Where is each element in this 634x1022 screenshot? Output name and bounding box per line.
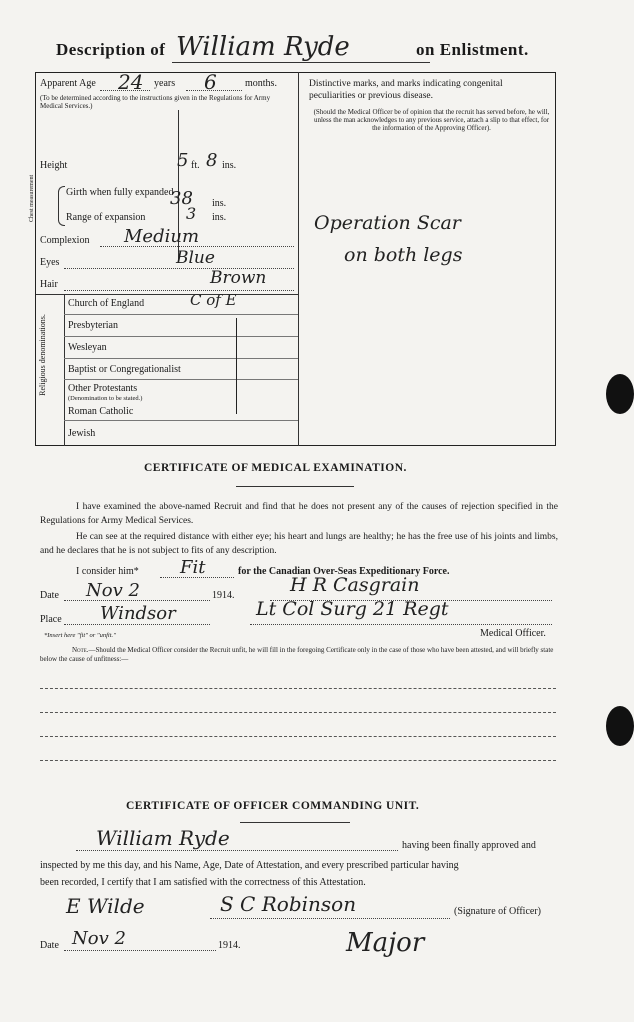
officer-date-label: Date: [40, 940, 59, 951]
medical-officer-label: Medical Officer.: [480, 628, 546, 639]
height-label: Height: [40, 160, 68, 171]
girth-ins-label: ins.: [212, 198, 227, 209]
range-value: 3: [186, 204, 197, 223]
medical-date-value: Nov 2: [86, 580, 140, 601]
religion-value: C of E: [190, 291, 237, 309]
hair-label: Hair: [40, 279, 58, 290]
age-months-line: [186, 90, 242, 91]
marks-note: (Should the Medical Officer be of opinion that the recruit has served before, he will, unless the man acknowledges to any previous service, attach a slip to that effect, for the information of the Approving Officer).: [313, 108, 550, 132]
years-label: years: [154, 78, 176, 89]
religion-row-1: [64, 314, 298, 315]
religion-stroke: [236, 318, 237, 414]
title-suffix: on Enlistment.: [416, 40, 529, 59]
religion-presbyterian: Presbyterian: [68, 320, 118, 331]
medical-heading: CERTIFICATE OF MEDICAL EXAMINATION.: [144, 462, 407, 474]
other-protestants-note: (Denomination to be stated.): [68, 395, 143, 402]
officer-para-line2: inspected by me this day, and his Name, Age, Date of Attestation, and every prescribed particular having: [40, 860, 459, 871]
age-years-line: [100, 90, 150, 91]
column-divider: [298, 72, 299, 446]
religion-jewish: Jewish: [68, 428, 96, 439]
punch-hole-top: [606, 374, 634, 414]
recruit-name: William Ryde: [176, 32, 350, 62]
officer-year: 1914.: [218, 940, 241, 951]
religion-row-6: [64, 420, 298, 421]
medical-date-line: [64, 600, 210, 601]
complexion-value: Medium: [124, 226, 200, 247]
complexion-label: Complexion: [40, 235, 90, 246]
consider-value: Fit: [180, 557, 206, 578]
chest-measurement-label: Chest measurement: [29, 174, 35, 222]
range-label: Range of expansion: [66, 212, 146, 223]
height-ins-label: ins.: [222, 160, 237, 171]
marks-value-line2: on both legs: [344, 244, 463, 266]
name-underline: [172, 62, 430, 63]
religion-divider: [64, 294, 65, 446]
ft-label: ft.: [191, 160, 200, 171]
religion-row-3: [64, 358, 298, 359]
height-ft-value: 5: [177, 150, 189, 171]
medical-place-value: Windsor: [100, 603, 176, 624]
chest-brace: [58, 186, 65, 226]
officer-heading: CERTIFICATE OF OFFICER COMMANDING UNIT.: [126, 800, 420, 812]
religion-row-2: [64, 336, 298, 337]
medical-signature: H R Casgrain: [290, 574, 420, 596]
range-ins-label: ins.: [212, 212, 227, 223]
medical-year: 1914.: [212, 590, 235, 601]
eyes-value: Blue: [176, 248, 215, 268]
height-in-value: 8: [206, 150, 218, 171]
officer-signature-line: [210, 918, 450, 919]
religion-other-protestants: Other Protestants: [68, 383, 138, 394]
girth-label: Girth when fully expanded: [66, 187, 174, 198]
age-note: (To be determined according to the instructions given in the Regulations for Army Medical Services.): [40, 94, 271, 110]
religion-roman-catholic: Roman Catholic: [68, 406, 134, 417]
note-label: Note.: [72, 646, 89, 654]
consider-line: [160, 577, 234, 578]
unfitness-line-4: [40, 760, 556, 761]
note-text: —Should the Medical Officer consider the Recruit unfit, he will fill in the foregoing Certificate only in the case of those who have been attested, and will briefly state below the cause of unfitness:—: [40, 646, 554, 663]
marks-heading: Distinctive marks, and marks indicating congenital peculiarities or previous disease.: [309, 79, 503, 101]
medical-heading-rule: [236, 486, 354, 487]
medical-note: [40, 646, 560, 664]
title-prefix: Description of: [56, 40, 166, 59]
medical-place-label: Place: [40, 614, 62, 625]
medical-footnote: *Insert here "fit" or "unfit.": [44, 632, 116, 639]
religion-row-4: [64, 379, 298, 380]
consider-suffix: for the Canadian Over-Seas Expeditionary Force.: [238, 566, 450, 577]
medical-date-label: Date: [40, 590, 59, 601]
age-months-value: 6: [204, 70, 217, 94]
medical-rank-line: [250, 624, 552, 625]
officer-name-value: William Ryde: [96, 826, 230, 850]
religion-wesleyan: Wesleyan: [68, 342, 107, 353]
medical-para1: I have examined the above-named Recruit and find that he does not present any of the causes of rejection specified in the Regulations for Army Medical Services.: [40, 502, 558, 526]
complexion-line: [100, 246, 294, 247]
months-label: months.: [245, 78, 277, 89]
consider-prefix: I consider him*: [76, 566, 139, 577]
religious-denominations-label: Religious denominations.: [38, 314, 47, 396]
officer-signature: S C Robinson: [220, 892, 357, 916]
officer-signature-label: (Signature of Officer): [454, 906, 542, 917]
marks-value-line1: Operation Scar: [314, 212, 461, 234]
hair-line: [64, 290, 294, 291]
punch-hole-bottom: [606, 706, 634, 746]
officer-date-line: [64, 950, 216, 951]
medical-signature-rank: Lt Col Surg 21 Regt: [256, 598, 449, 620]
officer-date-value: Nov 2: [72, 928, 126, 949]
officer-rank: Major: [346, 928, 425, 958]
medical-para2: He can see at the required distance with either eye; his heart and lungs are healthy; he has the free use of his joints and limbs, and he declares that he is not subject to fits of any description.: [40, 532, 558, 556]
age-years-value: 24: [118, 70, 144, 94]
witness-signature: E Wilde: [66, 894, 145, 918]
unfitness-line-1: [40, 688, 556, 689]
religion-top-rule: [36, 294, 298, 295]
unfitness-line-2: [40, 712, 556, 713]
officer-name-suffix: having been finally approved and: [402, 840, 536, 851]
officer-para-line3: been recorded, I certify that I am satisfied with the correctness of this Attestation.: [40, 877, 366, 888]
officer-name-line: [76, 850, 398, 851]
religion-baptist: Baptist or Congregationalist: [68, 364, 181, 375]
officer-heading-rule: [240, 822, 350, 823]
unfitness-line-3: [40, 736, 556, 737]
girth-value: 38: [170, 188, 193, 209]
religion-church-of-england: Church of England: [68, 298, 145, 309]
medical-place-line: [64, 624, 210, 625]
apparent-age-label: Apparent Age: [40, 78, 96, 89]
eyes-label: Eyes: [40, 257, 60, 268]
hair-value: Brown: [210, 268, 267, 288]
